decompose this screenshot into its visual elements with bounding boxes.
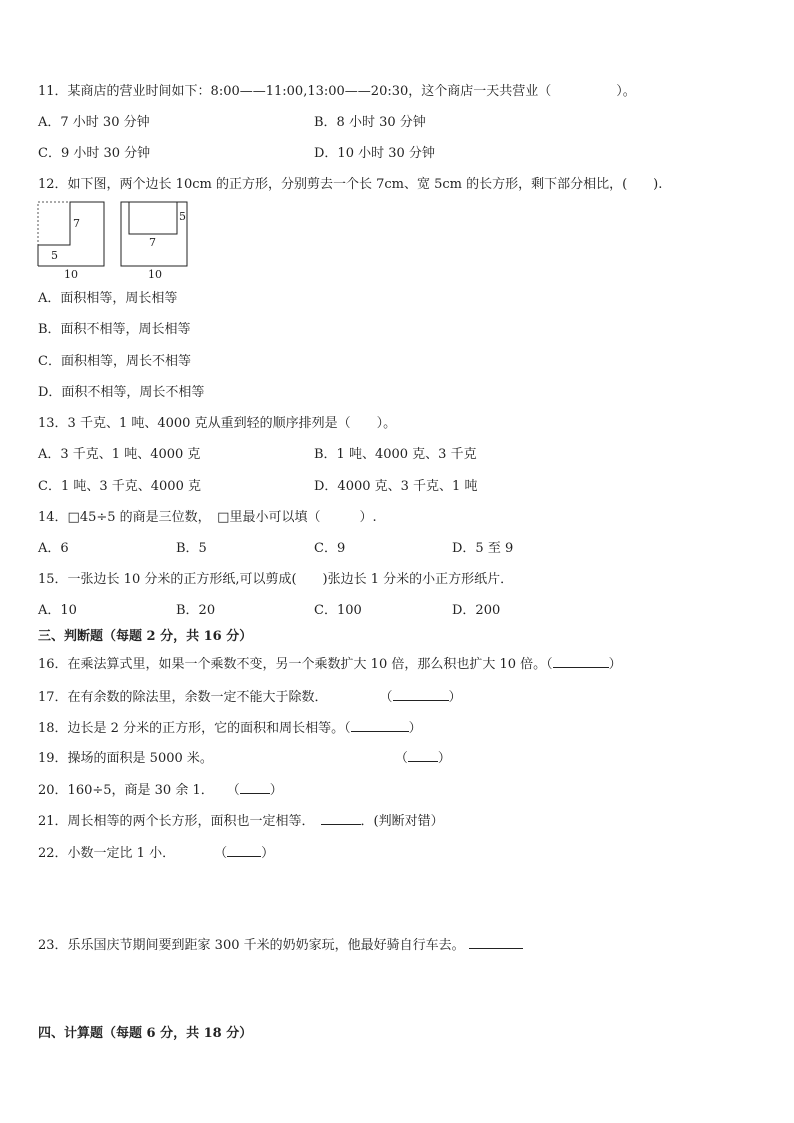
judge-item-21	[38, 812, 444, 830]
judge-item-21-answer-blank[interactable]	[321, 812, 361, 825]
judge-item-17-tail: ）	[448, 690, 462, 705]
right-cut-shape	[129, 202, 177, 234]
question-13-option-a: A．3 千克、1 吨、4000 克	[38, 447, 201, 462]
question-15-option-b: B．20	[176, 603, 216, 618]
judge-item-16-tail: ）	[608, 657, 622, 672]
question-11-option-d: D．10 小时 30 分钟	[314, 146, 435, 161]
right-label-10: 10	[148, 268, 162, 281]
left-label-10: 10	[64, 268, 78, 281]
judge-item-16-answer-blank[interactable]	[553, 655, 609, 668]
question-12-stem: 12．如下图，两个边长 10cm 的正方形，分别剪去一个长 7cm、宽 5cm 的长方形，剩下部分相比，( ).	[38, 177, 663, 192]
question-13-stem: 13．3 千克、1 吨、4000 克从重到轻的顺序排列是（ ）。	[38, 416, 397, 431]
question-11-option-c: C．9 小时 30 分钟	[38, 146, 151, 161]
left-label-5: 5	[51, 249, 58, 262]
judge-item-19-tail: ）	[437, 751, 451, 766]
question-13-option-c: C．1 吨、3 千克、4000 克	[38, 479, 201, 494]
question-11-stem: 11．某商店的营业时间如下：8:00——11:00,13:00——20:30，这个商店一天共营业（ ）。	[38, 84, 636, 99]
question-11-option-a: A．7 小时 30 分钟	[38, 115, 150, 130]
judge-item-18-text: 18．边长是 2 分米的正方形，它的面积和周长相等。（	[38, 721, 351, 736]
question-15-option-a: A．10	[38, 603, 77, 618]
judge-item-23	[38, 936, 523, 954]
question-14-stem: 14．□45÷5 的商是三位数， □里最小可以填（ ）.	[38, 510, 377, 525]
section-3-heading: 三、判断题（每题 2 分，共 16 分）	[38, 629, 253, 644]
right-label-7: 7	[149, 236, 156, 249]
question-14-option-a: A．6	[38, 541, 69, 556]
judge-item-17	[38, 688, 462, 706]
judge-item-19-text: 19．操场的面积是 5000 米。 （	[38, 751, 408, 766]
right-label-5: 5	[179, 210, 186, 223]
judge-item-18-tail: ）	[408, 721, 422, 736]
judge-item-22-tail: ）	[261, 846, 275, 861]
judge-item-18	[38, 719, 422, 737]
judge-item-16	[38, 655, 622, 673]
left-remaining-shape	[38, 202, 104, 266]
judge-item-20	[38, 781, 283, 799]
judge-item-20-text: 20．160÷5，商是 30 余 1． （	[38, 783, 240, 798]
question-14-option-d: D．5 至 9	[452, 541, 514, 556]
question-12-option-d: D．面积不相等，周长不相等	[38, 385, 205, 400]
judge-item-16-text: 16．在乘法算式里，如果一个乘数不变，另一个乘数扩大 10 倍，那么积也扩大 10 倍。（	[38, 657, 553, 672]
left-label-7: 7	[73, 217, 80, 230]
judge-item-21-text: 21．周长相等的两个长方形，面积也一定相等．	[38, 814, 315, 829]
question-15-option-c: C．100	[314, 603, 362, 618]
judge-item-19-answer-blank[interactable]	[408, 749, 438, 762]
question-15-stem: 15．一张边长 10 分米的正方形纸,可以剪成( )张边长 1 分米的小正方形纸片．	[38, 572, 514, 587]
judge-item-23-text: 23．乐乐国庆节期间要到距家 300 千米的奶奶家玩，他最好骑自行车去。	[38, 938, 465, 953]
judge-item-17-answer-blank[interactable]	[393, 688, 449, 701]
question-14-option-b: B．5	[176, 541, 207, 556]
question-13-option-d: D．4000 克、3 千克、1 吨	[314, 479, 478, 494]
judge-item-23-answer-blank[interactable]	[469, 936, 523, 949]
question-15-option-d: D．200	[452, 603, 501, 618]
judge-item-22	[38, 844, 274, 862]
judge-item-18-answer-blank[interactable]	[351, 719, 409, 732]
question-11-option-b: B．8 小时 30 分钟	[314, 115, 426, 130]
question-14-option-c: C．9	[314, 541, 346, 556]
judge-item-20-answer-blank[interactable]	[240, 781, 270, 794]
question-12-option-a: A．面积相等，周长相等	[38, 291, 178, 306]
section-4-heading: 四、计算题（每题 6 分，共 18 分）	[38, 1026, 253, 1041]
judge-item-19	[38, 749, 451, 767]
judge-item-22-answer-blank[interactable]	[227, 844, 261, 857]
judge-item-20-tail: ）	[269, 783, 283, 798]
judge-item-17-text: 17．在有余数的除法里，余数一定不能大于除数． （	[38, 690, 393, 705]
judge-item-22-text: 22．小数一定比 1 小． （	[38, 846, 228, 861]
question-12-option-b: B．面积不相等，周长相等	[38, 322, 191, 337]
judge-item-21-tail: ．(判断对错）	[360, 814, 444, 829]
left-square-outline	[38, 202, 104, 266]
question-13-option-b: B．1 吨、4000 克、3 千克	[314, 447, 477, 462]
question-12-figure	[36, 198, 196, 282]
squares-diagram	[36, 198, 196, 282]
question-12-option-c: C．面积相等，周长不相等	[38, 354, 191, 369]
